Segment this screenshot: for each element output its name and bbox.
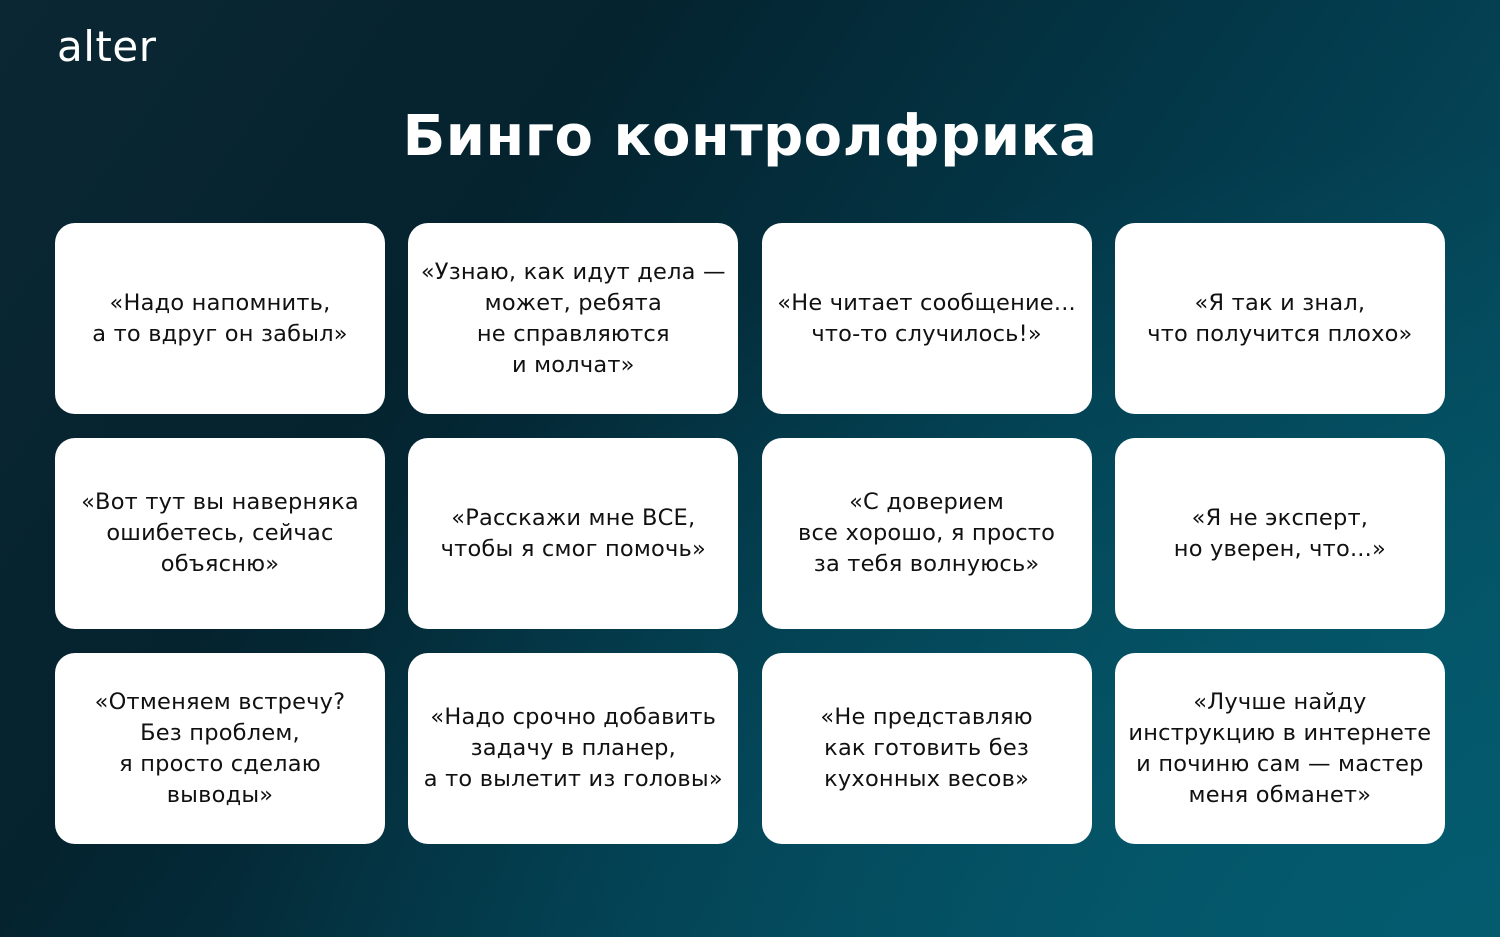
bingo-card-text: «Вот тут вы наверняка ошибетесь, сейчас объясню» xyxy=(81,489,359,577)
bingo-card-text: «Отменяем встречу? Без проблем, я просто сделаю выводы» xyxy=(94,688,346,808)
bingo-card-text: «Лучше найду инструкцию в интернете и починю сам — мастер меня обманет» xyxy=(1128,688,1432,808)
page-title: Бинго контролфрика xyxy=(402,104,1098,169)
bingo-card xyxy=(55,438,385,629)
bingo-card-text: «Расскажи мне ВСЕ, чтобы я смог помочь» xyxy=(440,504,706,562)
bingo-card xyxy=(55,223,385,414)
bingo-card-text: «Узнаю, как идут дела — может, ребята не справляются и молчат» xyxy=(420,258,726,378)
bingo-card-text: «Я так и знал, что получится плохо» xyxy=(1147,289,1413,347)
bingo-card-text: «Надо напомнить, а то вдруг он забыл» xyxy=(92,289,348,347)
bingo-card xyxy=(55,653,385,844)
bingo-card-text: «Не представляю как готовить без кухонных весов» xyxy=(820,704,1033,792)
bingo-card xyxy=(762,438,1092,629)
bingo-card-text: «Надо срочно добавить задачу в планер, а то вылетит из головы» xyxy=(423,704,723,792)
bingo-card xyxy=(408,438,738,629)
bingo-card xyxy=(408,653,738,844)
bingo-card xyxy=(1115,653,1445,844)
bingo-card xyxy=(762,653,1092,844)
bingo-card-text: «Не читает сообщение... что-то случилось!» xyxy=(777,289,1076,347)
bingo-card xyxy=(408,223,738,414)
bingo-card xyxy=(762,223,1092,414)
bingo-card xyxy=(1115,438,1445,629)
bingo-card xyxy=(1115,223,1445,414)
bingo-card-text: «С доверием все хорошо, я просто за тебя волнуюсь» xyxy=(798,489,1056,577)
bingo-grid xyxy=(55,223,1445,844)
bingo-card-text: «Я не эксперт, но уверен, что...» xyxy=(1173,504,1386,562)
brand-logo: alter xyxy=(57,22,157,71)
